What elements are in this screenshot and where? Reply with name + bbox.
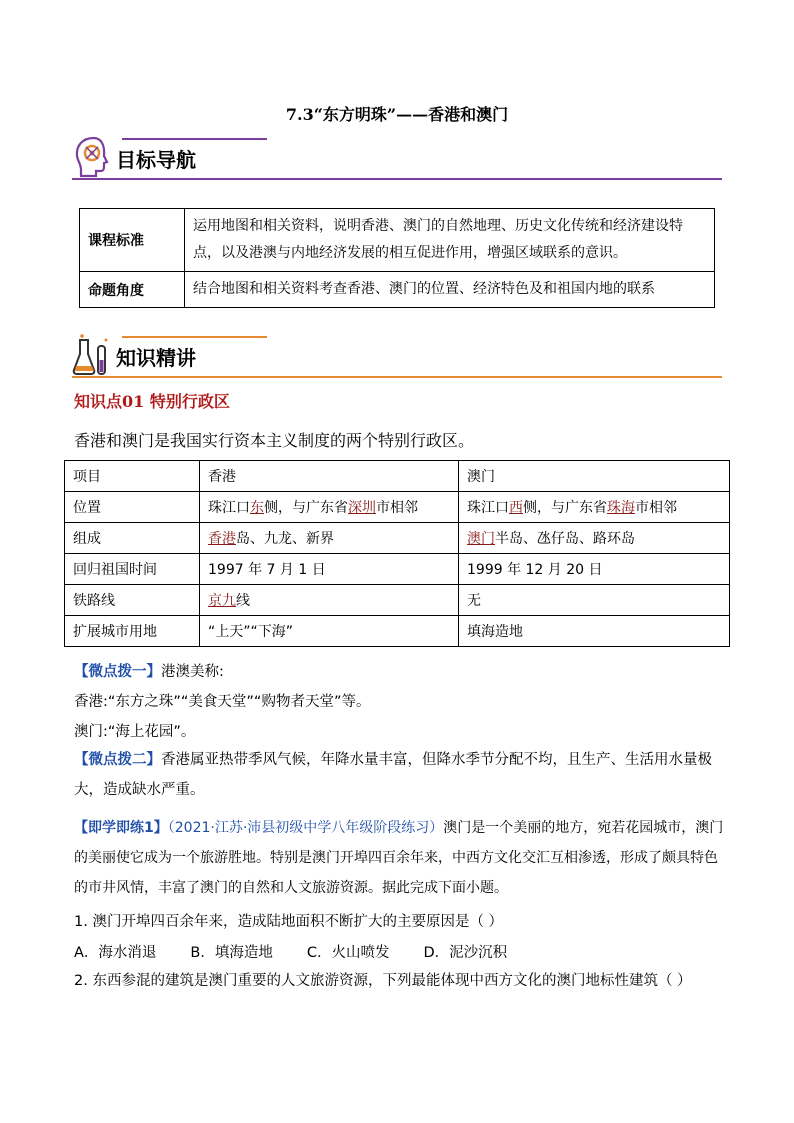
- table-row: [65, 585, 730, 616]
- table-row: [65, 523, 730, 554]
- flask-icon: [72, 332, 112, 376]
- mo-return-date: 1999 年 12 月 20 日: [459, 554, 730, 585]
- mo-land: 填海造地: [459, 616, 730, 647]
- knowledge-section-label: 知识精讲: [116, 346, 196, 370]
- goal-section-header: [72, 138, 722, 180]
- mo-composition: 澳门半岛、氹仔岛、路环岛: [459, 523, 730, 554]
- knowledge-section-header: [72, 336, 722, 378]
- head-gear-icon: [72, 134, 112, 178]
- tip1-line: [74, 660, 224, 681]
- tip1-text: 港澳美称:: [161, 664, 224, 680]
- goal-header-angle: 命题角度: [80, 272, 185, 308]
- goal-header-standard: 课程标准: [80, 209, 185, 272]
- intro-text: 香港和澳门是我国实行资本主义制度的两个特别行政区。: [74, 431, 475, 450]
- question-2: 2. 东西参混的建筑是澳门重要的人文旅游资源，下列最能体现中西方文化的澳门地标性建筑（ ）: [74, 973, 692, 989]
- row-label-railway: 铁路线: [65, 585, 200, 616]
- table-row: [65, 461, 730, 492]
- comparison-table: [64, 460, 730, 647]
- hk-land: “上天”“下海”: [200, 616, 459, 647]
- goal-table: [79, 208, 715, 308]
- question-1: 1. 澳门开埠四百余年来，造成陆地面积不断扩大的主要原因是（ ）: [74, 914, 504, 930]
- tip1-mo: 澳门:“海上花园”。: [74, 724, 196, 740]
- goal-section-label: 目标导航: [116, 148, 196, 172]
- option-d[interactable]: D．泥沙沉积: [423, 945, 508, 961]
- question-1-options: [74, 941, 507, 962]
- practice-paragraph: [74, 813, 724, 903]
- hk-railway: 京九线: [200, 585, 459, 616]
- tip2-text: 香港属亚热带季风气候，年降水量丰富，但降水季节分配不均，且生产、生活用水量极大，造成缺水严重。: [74, 752, 712, 798]
- mo-railway: 无: [459, 585, 730, 616]
- row-label-return: 回归祖国时间: [65, 554, 200, 585]
- tip1-tag: 【微点拨一】: [74, 664, 161, 680]
- goal-content-standard: 运用地图和相关资料，说明香港、澳门的自然地理、历史文化传统和经济建设特点，以及港澳与内地经济发展的相互促进作用，增强区域联系的意识。: [185, 209, 715, 272]
- table-row: [65, 554, 730, 585]
- hk-return-date: 1997 年 7 月 1 日: [200, 554, 459, 585]
- hk-composition: 香港岛、九龙、新界: [200, 523, 459, 554]
- practice-text: 澳门是一个美丽的地方，宛若花园城市，澳门的美丽使它成为一个旅游胜地。特别是澳门开埠四百余年来，中西方文化交汇互相渗透，形成了颇具特色的市井风情，丰富了澳门的自然和人文旅游资源。据此完成下面小题。: [74, 820, 724, 896]
- col-header-hongkong: 香港: [200, 461, 459, 492]
- page-title: 7.3“东方明珠”——香港和澳门: [285, 105, 509, 124]
- row-label-composition: 组成: [65, 523, 200, 554]
- table-row: [80, 209, 715, 272]
- tip2-paragraph: [74, 745, 724, 805]
- practice-tag: 【即学即练1】: [74, 820, 168, 836]
- practice-source: （2021·江苏·沛县初级中学八年级阶段练习）: [167, 820, 444, 836]
- tip1-hk: 香港:“东方之珠”“美食天堂”“购物者天堂”等。: [74, 694, 371, 710]
- table-row: [80, 272, 715, 308]
- row-label-location: 位置: [65, 492, 200, 523]
- option-b[interactable]: B．填海造地: [190, 945, 273, 961]
- hk-location: 珠江口东侧，与广东省深圳市相邻: [200, 492, 459, 523]
- table-row: [65, 616, 730, 647]
- tip2-tag: 【微点拨二】: [74, 752, 161, 768]
- option-a[interactable]: A．海水消退: [74, 945, 157, 961]
- table-row: [65, 492, 730, 523]
- goal-content-angle: 结合地图和相关资料考查香港、澳门的位置、经济特色及和祖国内地的联系: [185, 272, 715, 308]
- option-c[interactable]: C．火山喷发: [306, 945, 390, 961]
- row-label-land: 扩展城市用地: [65, 616, 200, 647]
- knowledge-point-title: 知识点01 特别行政区: [74, 392, 230, 411]
- mo-location: 珠江口西侧，与广东省珠海市相邻: [459, 492, 730, 523]
- col-header-macau: 澳门: [459, 461, 730, 492]
- col-header-item: 项目: [65, 461, 200, 492]
